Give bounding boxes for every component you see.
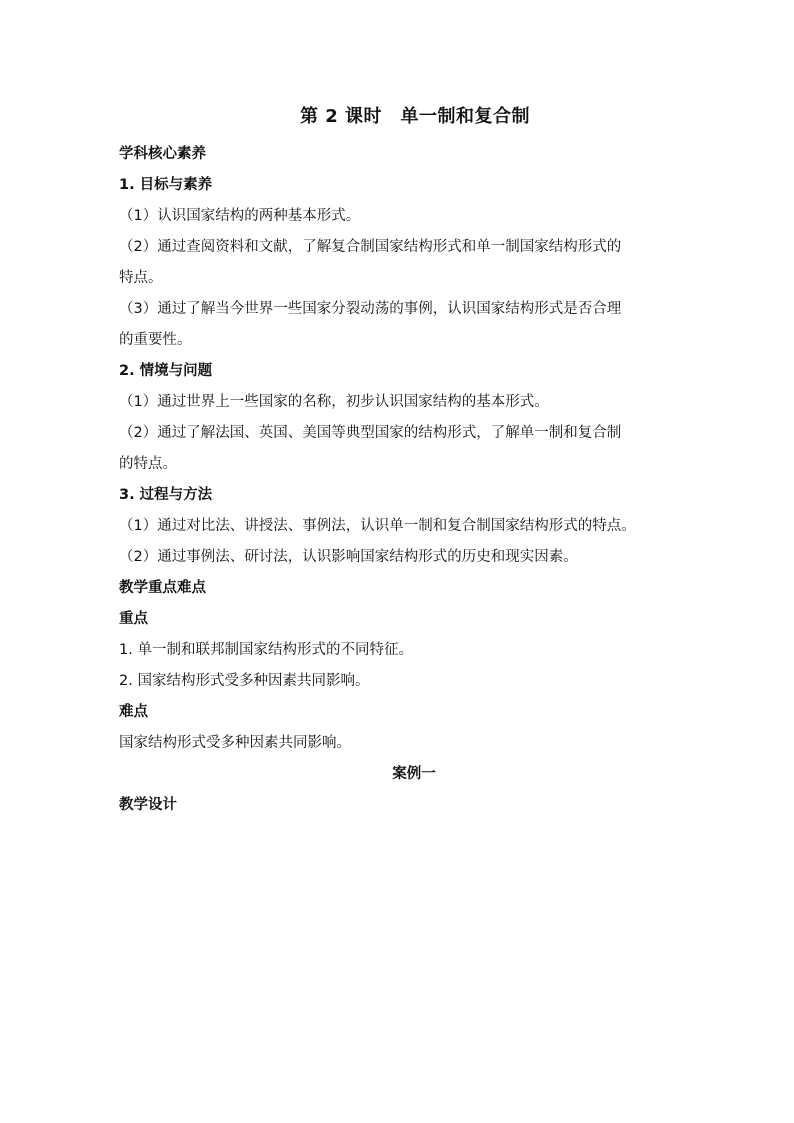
body-text-line: （2）通过查阅资料和文献，了解复合制国家结构形式和单一制国家结构形式的 — [119, 239, 622, 255]
section-heading: 案例一 — [392, 766, 436, 782]
body-text-line: 特点。 — [119, 270, 163, 286]
body-text-line: （2）通过事例法、研讨法，认识影响国家结构形式的历史和现实因素。 — [119, 549, 578, 565]
document-page — [119, 104, 699, 821]
body-text-line: 的重要性。 — [119, 332, 192, 348]
section-heading: 教学重点难点 — [119, 580, 206, 596]
body-text-line: （1）通过对比法、讲授法、事例法，认识单一制和复合制国家结构形式的特点。 — [119, 518, 636, 534]
document-title: 第 2 课时 单一制和复合制 — [299, 106, 531, 127]
section-heading: 教学设计 — [119, 797, 177, 813]
section-heading: 3. 过程与方法 — [119, 487, 213, 503]
section-heading: 1. 目标与素养 — [119, 177, 213, 193]
body-text-line: （3）通过了解当今世界一些国家分裂动荡的事例，认识国家结构形式是否合理 — [119, 301, 622, 317]
section-heading: 学科核心素养 — [119, 146, 206, 162]
section-heading: 重点 — [119, 611, 148, 627]
body-text-line: 1. 单一制和联邦制国家结构形式的不同特征。 — [119, 642, 413, 658]
body-text-line: （1）通过世界上一些国家的名称，初步认识国家结构的基本形式。 — [119, 394, 549, 410]
body-text-line: （2）通过了解法国、英国、美国等典型国家的结构形式，了解单一制和复合制 — [119, 425, 622, 441]
body-text-line: 国家结构形式受多种因素共同影响。 — [119, 735, 351, 751]
body-text-line: （1）认识国家结构的两种基本形式。 — [119, 208, 361, 224]
body-text-line: 的特点。 — [119, 456, 177, 472]
body-text-line: 2. 国家结构形式受多种因素共同影响。 — [119, 673, 370, 689]
section-heading: 2. 情境与问题 — [119, 363, 213, 379]
document-body — [119, 139, 699, 821]
section-heading: 难点 — [119, 704, 148, 720]
